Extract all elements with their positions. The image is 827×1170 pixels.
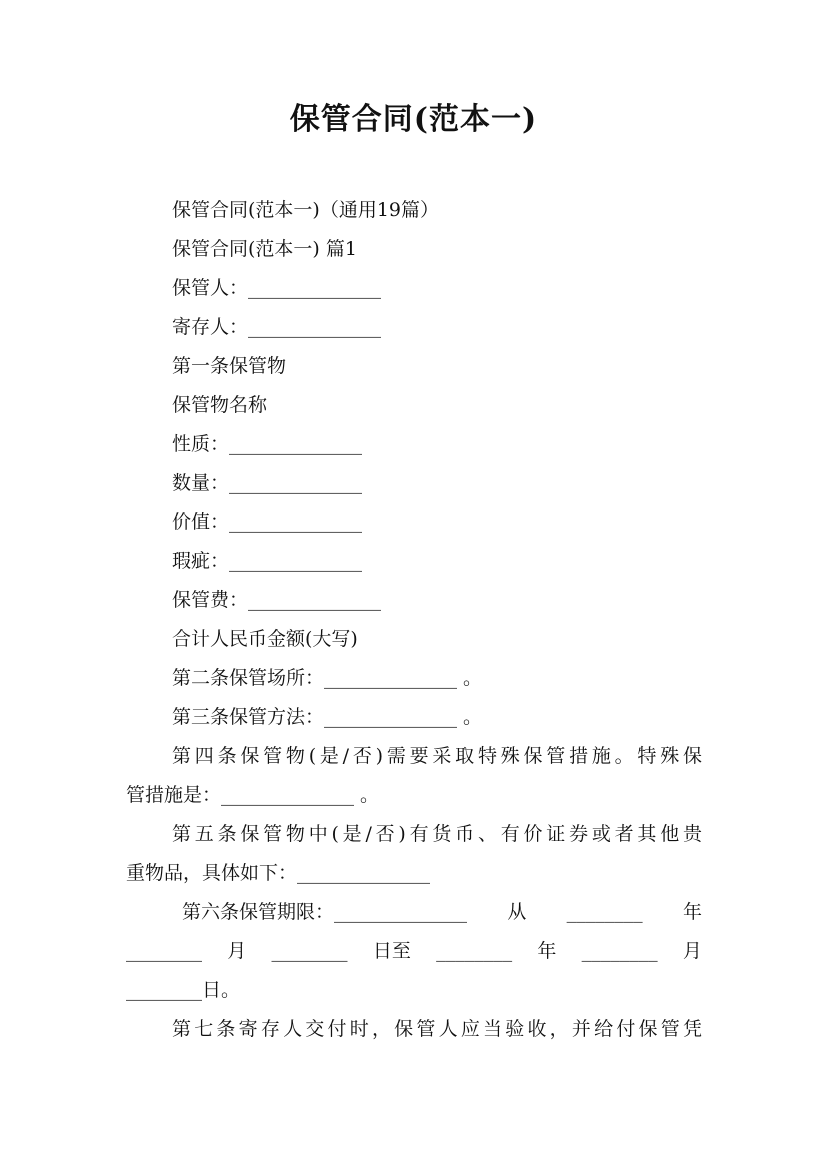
article-6-year: 年 <box>682 901 702 923</box>
article-6-month: 月 <box>682 940 702 962</box>
article-6-from: 从 <box>507 901 527 923</box>
article-6-blank: ________ <box>271 940 348 962</box>
article-6-day-to: 日至 <box>372 940 411 962</box>
nature-line: 性质：______________ <box>172 433 363 455</box>
article-6-line-3: ________日。 <box>126 979 241 1001</box>
value-line: 价值：______________ <box>172 511 363 533</box>
article-6-year: 年 <box>537 940 557 962</box>
item-name-line: 保管物名称 <box>172 394 268 416</box>
article-6-month: 月 <box>227 940 247 962</box>
article-4-line-2: 管措施是：______________ 。 <box>126 784 380 806</box>
article-5-line-1: 第五条保管物中(是/否)有货币、有价证券或者其他贵 <box>172 823 702 845</box>
article-7-line-1: 第七条寄存人交付时，保管人应当验收，并给付保管凭 <box>172 1018 702 1040</box>
document-body <box>126 191 702 1049</box>
document-title: 保管合同(范本一) <box>289 102 538 137</box>
depositor-line: 寄存人：______________ <box>172 316 382 338</box>
article-3-line: 第三条保管方法：______________ 。 <box>172 706 483 728</box>
defect-line: 瑕疵：______________ <box>172 550 363 572</box>
quantity-line: 数量：______________ <box>172 472 363 494</box>
article-2-line: 第二条保管场所：______________ 。 <box>172 667 483 689</box>
total-amount-line: 合计人民币金额(大写) <box>172 628 358 650</box>
section-heading: 保管合同(范本一) 篇1 <box>172 238 357 260</box>
article-6-line-2 <box>126 932 702 971</box>
article-4-line-1: 第四条保管物(是/否)需要采取特殊保管措施。特殊保 <box>172 745 702 767</box>
article-6-line-1 <box>126 893 702 932</box>
article-1-heading: 第一条保管物 <box>172 355 287 377</box>
subtitle-line: 保管合同(范本一)（通用19篇） <box>172 199 440 221</box>
article-6-blank: ________ <box>581 940 658 962</box>
article-5-line-2: 重物品，具体如下：______________ <box>126 862 431 884</box>
fee-line: 保管费：______________ <box>172 589 382 611</box>
article-6-text: 第六条保管期限：______________ <box>182 901 468 923</box>
custodian-line: 保管人：______________ <box>172 277 382 299</box>
article-6-blank: ________ <box>436 940 513 962</box>
article-6-blank: ________ <box>126 940 202 962</box>
article-6-blank: ________ <box>566 901 643 923</box>
